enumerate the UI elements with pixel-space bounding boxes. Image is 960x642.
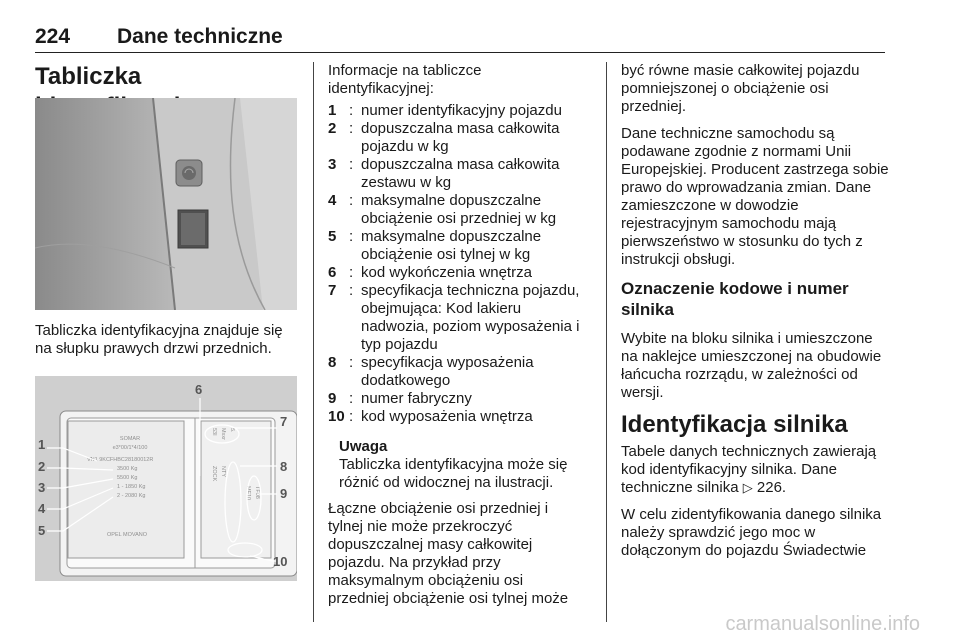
item-separator: : <box>349 408 354 425</box>
column-divider-2 <box>606 62 607 622</box>
paragraph-engine-code: Wybite na bloku silnika i umieszczone na naklejce umieszczonej na obudowie łańcucha rozrządu, w zależności od wersji. <box>621 330 882 401</box>
item-number: 7 <box>328 282 337 299</box>
chapter-title: Dane techniczne <box>117 25 283 48</box>
door-pillar-photo <box>35 98 297 310</box>
item-text: specyfikacja wyposażenia dodatkowego <box>361 354 534 389</box>
list-item <box>328 120 586 156</box>
item-text: specyfikacja techniczna pojazdu, obejmująca: Kod lakieru nadwozia, poziom wyposażenia i typ pojazdu <box>361 282 580 353</box>
item-number: 6 <box>328 264 337 281</box>
list-item <box>328 102 586 120</box>
axle-load-paragraph: Łączne obciążenie osi przedniej i tylnej nie może przekroczyć dopuszczalnej masy całkowitej pojazdu. Na przykład przy maksymalnym obciążeniu osi przedniej obciążenie osi tylnej może <box>328 500 569 607</box>
paragraph-identification: W celu zidentyfikowania danego silnika należy sprawdzić jego moc w dołączonym do pojazdu Świadectwie <box>621 506 882 559</box>
list-item <box>328 228 586 264</box>
item-separator: : <box>349 156 354 173</box>
plate-line: 1 - 1850 Kg <box>117 484 146 490</box>
item-number: 5 <box>328 228 337 245</box>
engine-data-text: Tabele danych technicznych zawierają kod identyfikacyjny silnika. Dane techniczne silnika <box>621 443 877 496</box>
callout-5: 5 <box>38 523 46 538</box>
plate-side-line: 5. <box>229 428 235 433</box>
callout-8: 8 <box>280 459 288 474</box>
page-reference-link[interactable]: 226. <box>756 479 787 496</box>
note-label: Uwaga <box>339 438 388 455</box>
item-text: numer identyfikacyjny pojazdu <box>361 102 562 119</box>
plate-side-line: NTY <box>220 466 226 477</box>
item-separator: : <box>349 264 354 281</box>
plate-side-line: 53I <box>211 428 217 436</box>
plate-illustration <box>35 376 297 581</box>
item-separator: : <box>349 354 354 371</box>
page-number: 224 <box>35 25 71 48</box>
callout-4: 4 <box>38 501 46 516</box>
plate-side-line: MF10 <box>245 486 251 501</box>
item-separator: : <box>349 282 354 299</box>
item-text: kod wyposażenia wnętrza <box>361 408 533 425</box>
list-item <box>328 390 586 408</box>
item-number: 2 <box>328 120 337 137</box>
plate-line: SOMAR <box>119 436 141 442</box>
plate-line: 3500 Kg <box>117 466 138 472</box>
plate-side-line: TF08 <box>254 486 260 499</box>
plate-side-line: ZOCK <box>211 466 217 482</box>
list-item <box>328 282 586 354</box>
section-heading-plate: Tabliczka <box>35 63 142 90</box>
heading-engine-identification: Identyfikacja silnika <box>621 411 848 438</box>
callout-3: 3 <box>38 480 46 495</box>
plate-line: 2 - 2080 Kg <box>117 493 146 499</box>
item-separator: : <box>349 228 354 245</box>
list-item <box>328 354 586 390</box>
item-separator: : <box>349 102 354 119</box>
item-number: 1 <box>328 102 337 119</box>
paragraph-engine-data <box>621 443 889 497</box>
item-number: 3 <box>328 156 337 173</box>
column-divider-1 <box>313 62 314 622</box>
item-number: 10 <box>328 408 345 425</box>
plate-line: 5500 Kg <box>117 475 138 481</box>
item-separator: : <box>349 192 354 209</box>
item-number: 8 <box>328 354 337 371</box>
plate-info-list <box>328 102 586 426</box>
item-text: maksymalne dopuszczalne obciążenie osi tylnej w kg <box>361 228 542 263</box>
paragraph-eu-standards: Dane techniczne samochodu są podawane zgodnie z normami Unii Europejskiej. Producent zastrzega sobie prawo do wprowadzania zmian. Dane zamieszczone w dowodzie rejestracyjnym samochodu mają pierwszeństwo w stosunku do tych z instrukcji obsługi. <box>621 125 889 268</box>
list-item <box>328 264 586 282</box>
plate-line: VN1 9KCFHBC28180012R <box>87 457 154 463</box>
list-item <box>328 408 586 426</box>
page-reference-icon: ▷ <box>742 480 753 495</box>
watermark: carmanualsonline.info <box>725 613 920 635</box>
item-text: kod wykończenia wnętrza <box>361 264 532 281</box>
paragraph-continuation: być równe masie całkowitej pojazdu pomniejszonej o obciążenie osi przedniej. <box>621 62 860 115</box>
item-text: numer fabryczny <box>361 390 472 407</box>
item-separator: : <box>349 120 354 137</box>
plate-info-intro: Informacje na tabliczce identyfikacyjnej: <box>328 62 482 97</box>
column-2 <box>328 62 586 617</box>
list-item <box>328 192 586 228</box>
plate-line: e3*00/1*4/100 <box>112 445 148 451</box>
page-header <box>35 22 885 53</box>
callout-10: 10 <box>273 554 288 569</box>
item-text: maksymalne dopuszczalne obciążenie osi przedniej w kg <box>361 192 557 227</box>
item-text: dopuszczalna masa całkowita pojazdu w kg <box>361 120 560 155</box>
item-number: 4 <box>328 192 337 209</box>
callout-6: 6 <box>195 382 203 397</box>
plate-location-caption: Tabliczka identyfikacyjna znajduje się na słupku prawych drzwi przednich. <box>35 322 283 357</box>
item-number: 9 <box>328 390 337 407</box>
item-separator: : <box>349 390 354 407</box>
subheading-engine-code: Oznaczenie kodowe i numer silnika <box>621 279 849 319</box>
door-pillar-illustration <box>35 98 297 310</box>
callout-1: 1 <box>38 437 46 452</box>
column-3 <box>621 62 889 569</box>
item-text: dopuszczalna masa całkowita zestawu w kg <box>361 156 560 191</box>
callout-2: 2 <box>38 459 46 474</box>
callout-9: 9 <box>280 486 288 501</box>
callout-7: 7 <box>280 414 288 429</box>
plate-side-line: Mxxr <box>220 428 226 440</box>
list-item <box>328 156 586 192</box>
plate-line: OPEL MOVANO <box>107 532 148 538</box>
note-text: Tabliczka identyfikacyjna może się różnić od widocznej na ilustracji. <box>339 456 568 491</box>
note-box <box>328 438 586 492</box>
